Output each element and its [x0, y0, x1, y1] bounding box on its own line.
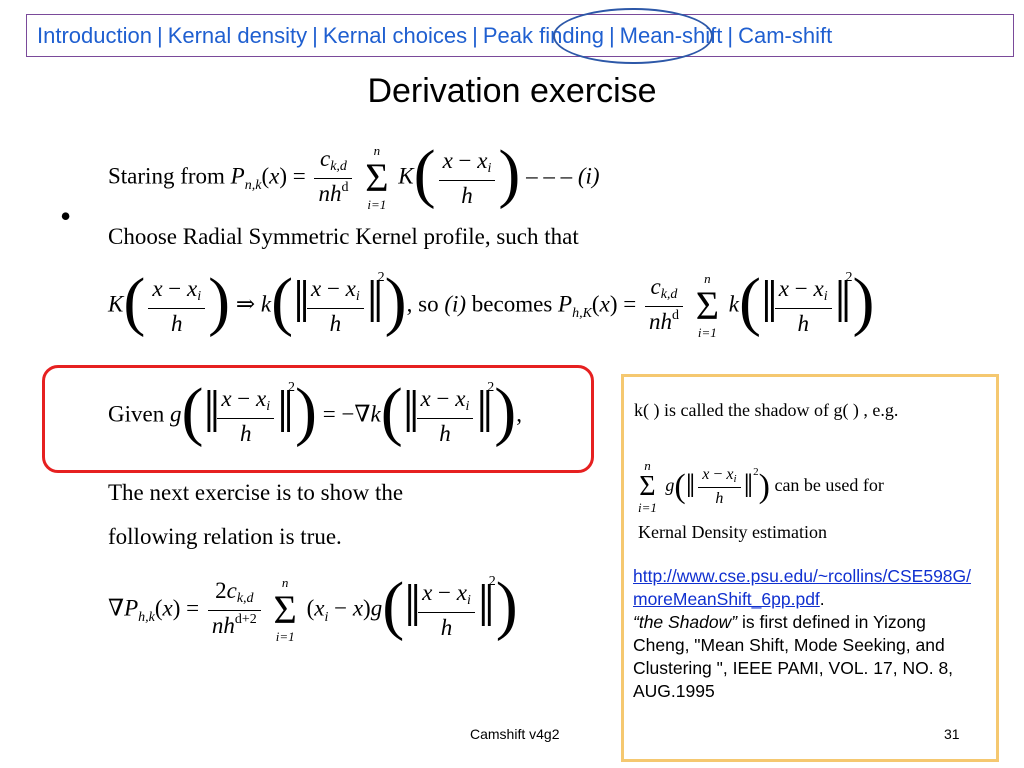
reference-paragraph: [633, 565, 983, 703]
next-exercise-line-1: The next exercise is to show the: [108, 480, 404, 505]
nav-separator: |: [472, 22, 478, 48]
slide-title: Derivation exercise: [367, 72, 657, 110]
footer-title: Camshift v4g2: [470, 726, 560, 742]
nav-separator: |: [608, 22, 615, 48]
equation-line-3: K( $\frac{x - xi}{h}$ ) ⇒ k(‖ $\frac{x - xi}{h}$ ‖$^2$), so (i) becomes $P_{h,K}(x)$ = $\frac{ck,d}{nh^d}$ n Σ i=1 k(‖ $\frac{x - xi}{h}$ ‖$^2$): [108, 265, 875, 340]
nav-separator: |: [156, 22, 163, 48]
nav-introduction[interactable]: Introduction: [37, 22, 152, 48]
starting-text: Staring from: [108, 163, 225, 189]
nav-cam-shift[interactable]: Cam-shift: [738, 22, 833, 48]
link-period: .: [819, 589, 825, 609]
equation-line-1: Staring from $P_{n,k}(x)$ = $\frac{ck,d}{nh^d}$ n Σ i=1 K( $\frac{x - xi}{h}$ ) – – – (i): [108, 137, 600, 212]
next-exercise-line-2: following relation is true.: [108, 524, 342, 549]
equation-label-i: (i): [577, 163, 600, 189]
nav-peak-finding[interactable]: Peak finding: [482, 22, 604, 48]
nav-kernal-choices[interactable]: Kernal choices: [322, 22, 468, 48]
equation-gradient: $\nabla P_{h,k}(x)$ = $\frac{2ck,d}{nh^{d+2}}$ n Σ i=1 ($x_i$ − x)g(‖ $\frac{x - xi}{h}$ ‖$^2$): [108, 569, 518, 644]
shadow-definition-text: k( ) is called the shadow of g( ) , e.g.: [634, 400, 899, 420]
nav-mean-shift[interactable]: Mean-shift: [619, 22, 723, 48]
reference-link[interactable]: http://www.cse.psu.edu/~rcollins/CSE598G/moreMeanShift_6pp.pdf: [633, 566, 972, 609]
side-equation: n Σ i=1 g(‖ $\frac{x - xi}{h}$ ‖$^2$) can be used for: [638, 458, 884, 515]
can-be-used-text: can be used for: [774, 475, 884, 496]
shadow-quote: “the Shadow”: [633, 612, 738, 632]
equation-given: Given g(‖ $\frac{x - xi}{h}$ ‖$^2$) = −∇k(‖ $\frac{x - xi}{h}$ ‖$^2$),: [108, 375, 522, 448]
reference-citation: is first defined in Yizong Cheng, "Mean Shift, Mode Seeking, and Clustering ", IEEE PAMI, VOL. 17, NO. 8, AUG.1995: [633, 612, 954, 701]
given-text: Given: [108, 401, 165, 427]
page-number: 31: [944, 726, 960, 742]
choose-text: Choose Radial Symmetric Kernel profile, such that: [108, 224, 579, 249]
current-section-highlight-ellipse: [553, 8, 713, 64]
bullet-icon: •: [60, 198, 72, 234]
dashes-text: – – –: [526, 163, 573, 189]
nav-separator: |: [312, 22, 318, 48]
so-ref: (i): [444, 291, 467, 317]
kde-text: Kernal Density estimation: [638, 522, 827, 542]
nav-separator: |: [727, 22, 734, 48]
nav-kernal-density[interactable]: Kernal density: [167, 22, 308, 48]
so-text: , so: [406, 291, 439, 317]
top-nav-bar: [26, 14, 1014, 57]
becomes-text: becomes: [471, 291, 553, 317]
